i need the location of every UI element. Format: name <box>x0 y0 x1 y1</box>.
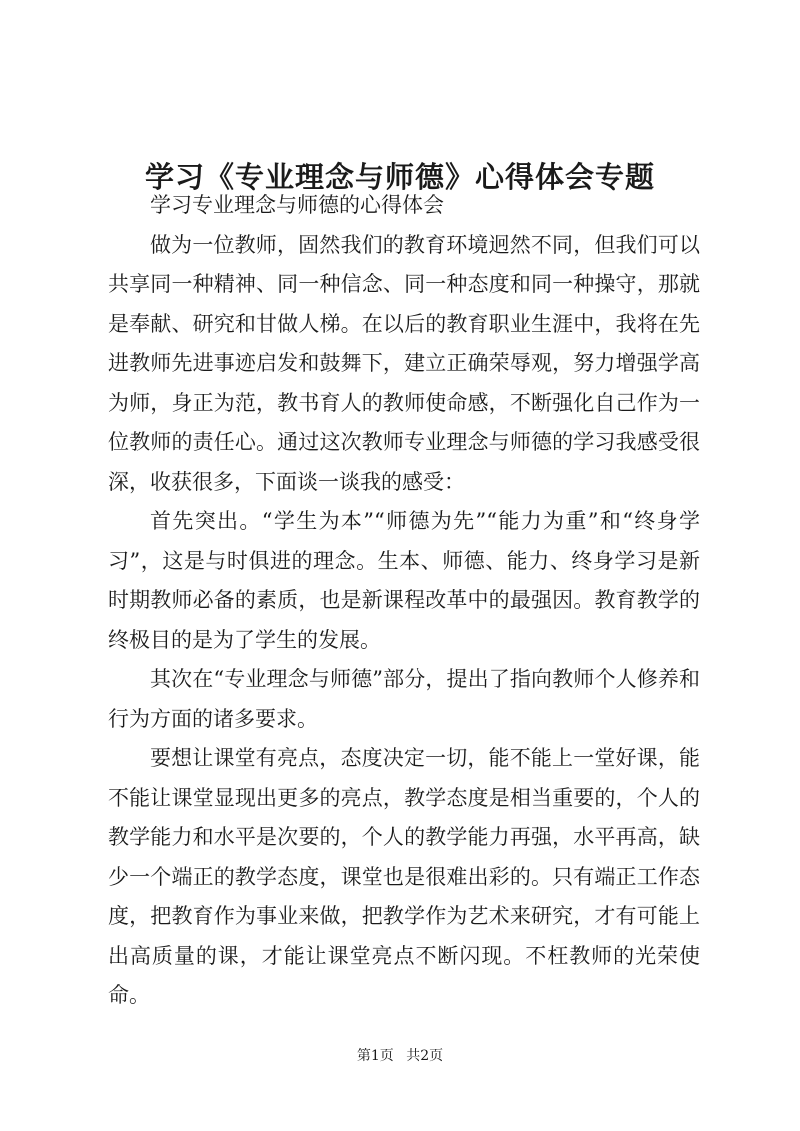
document-title: 学习《专业理念与师德》心得体会专题 <box>144 160 655 195</box>
page-number: 第1页 <box>356 1048 394 1064</box>
body-paragraph: 要想让课堂有亮点，态度决定一切，能不能上一堂好课，能不能让课堂显现出更多的亮点，教学态度是相当重要的，个人的教学能力和水平是次要的，个人的教学能力再强，水平再高，缺少一个端正的教学态度，课堂也是很难出彩的。只有端正工作态度，把教育作为事业来做，把教学作为艺术来研究，才有可能上出高质量的课，才能让课堂亮点不断闪现。不枉教师的光荣使命。 <box>108 746 700 1007</box>
page-total: 共2页 <box>406 1048 444 1064</box>
body-paragraph: 其次在“专业理念与师德”部分，提出了指向教师个人修养和行为方面的诸多要求。 <box>108 667 700 731</box>
subtitle-paragraph: 学习专业理念与师德的心得体会 <box>150 193 444 217</box>
document-body <box>108 186 700 1016</box>
body-paragraph: 做为一位教师，固然我们的教育环境迥然不同，但我们可以共享同一种精神、同一种信念、同一种态度和同一种操守，那就是奉献、研究和甘做人梯。在以后的教育职业生涯中，我将在先进教师先进事迹启发和鼓舞下，建立正确荣辱观，努力增强学高为师，身正为范，教书育人的教师使命感，不断强化自己作为一位教师的责任心。通过这次教师专业理念与师德的学习我感受很深，收获很多，下面谈一谈我的感受： <box>108 232 700 494</box>
body-paragraph: 首先突出。“学生为本”“师德为先”“能力为重”和“终身学习”，这是与时俱进的理念。生本、师德、能力、终身学习是新时期教师必备的素质，也是新课程改革中的最强因。教育教学的终极目的是为了学生的发展。 <box>108 509 700 652</box>
page-footer <box>0 1046 800 1066</box>
